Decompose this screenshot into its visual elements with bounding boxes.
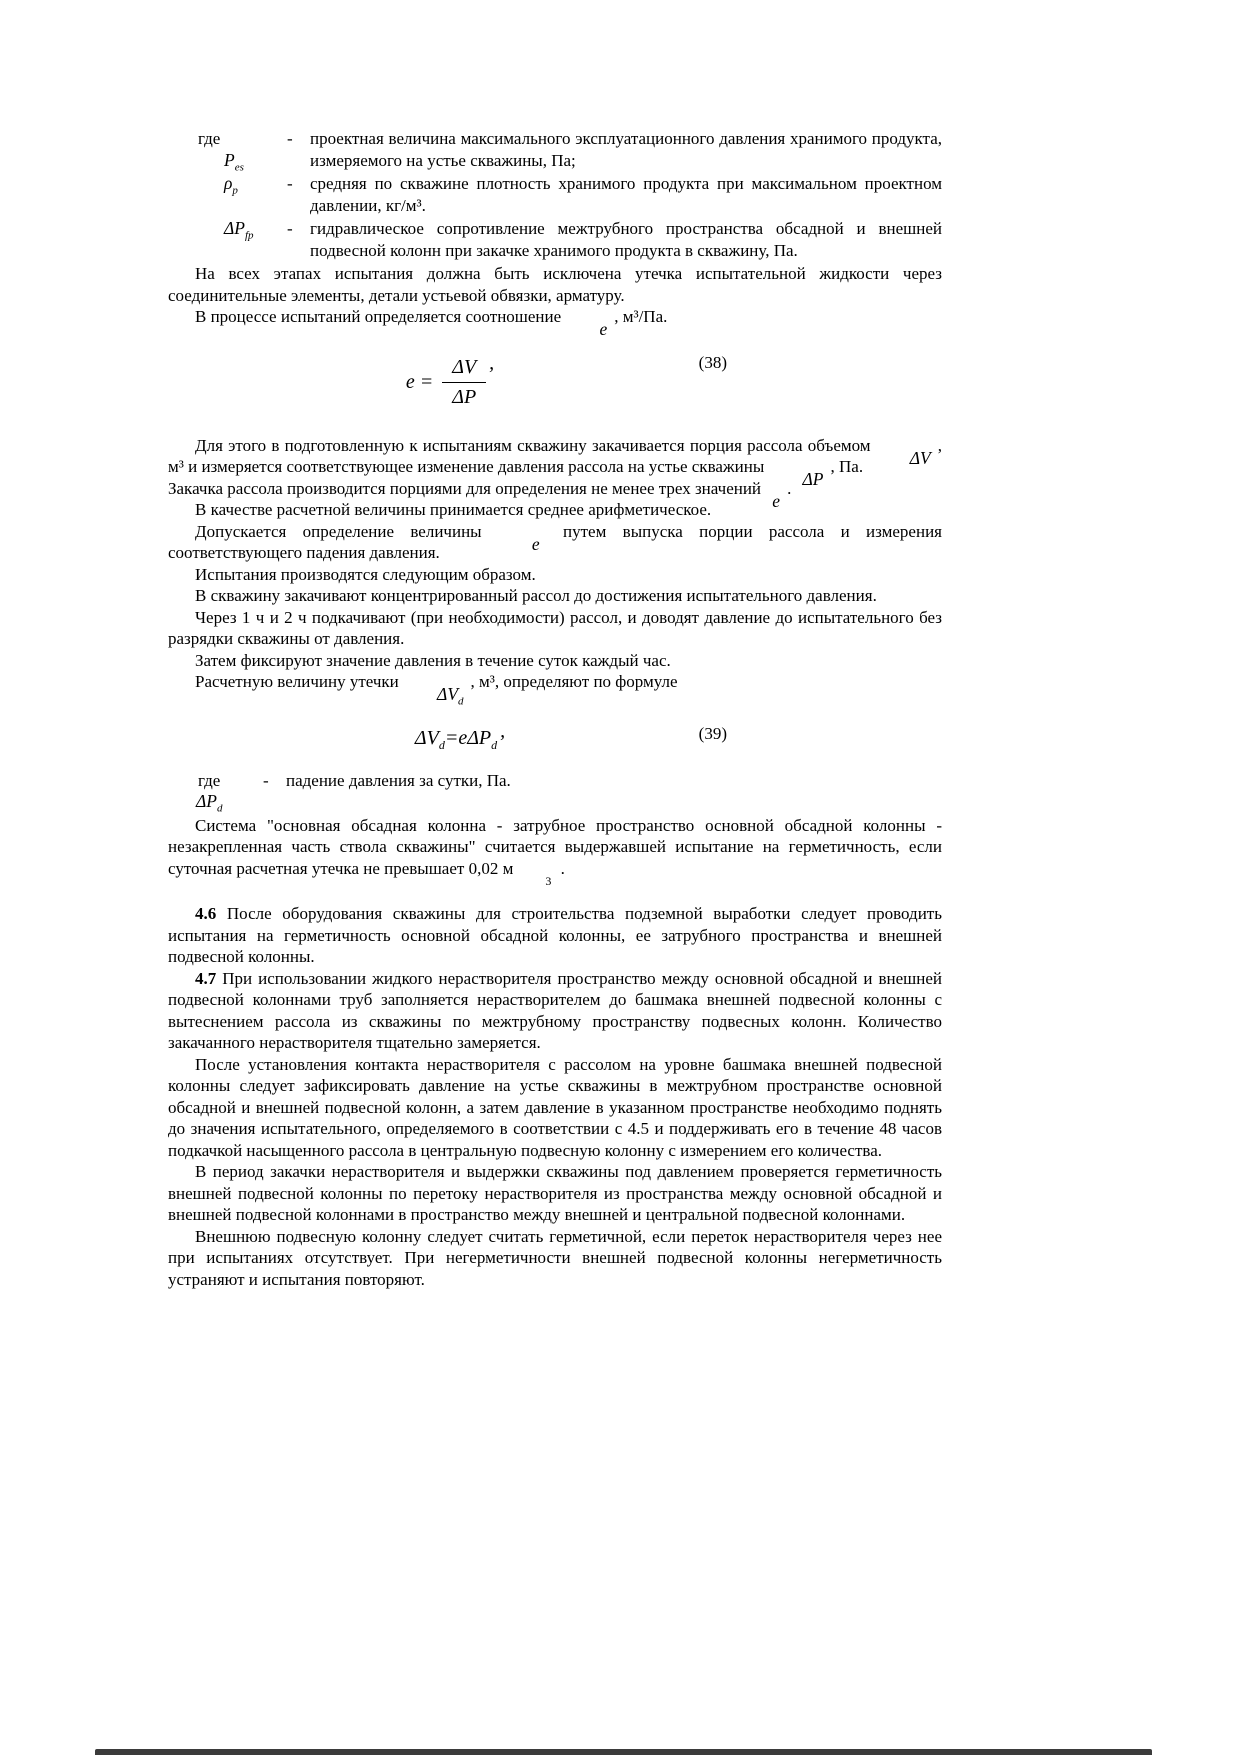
symbol-base: ρ: [224, 173, 233, 193]
text-run: , м³, определяют по формуле: [470, 672, 678, 691]
paragraph: [168, 1161, 942, 1226]
paragraph: [168, 585, 942, 607]
paragraph: [168, 564, 942, 586]
dash: -: [263, 770, 269, 790]
definition-text: гидравлическое сопротивление межтрубного пространства обсадной и внешней подвесной колонн при закачке хранимого продукта в скважину, Па.: [310, 219, 942, 260]
symbol: [168, 218, 287, 240]
text-run: , м³/Па.: [614, 307, 668, 326]
paragraph: [168, 671, 942, 708]
formula: [405, 351, 495, 409]
formula-number: (39): [698, 723, 727, 743]
definition-row: [168, 128, 942, 171]
paragraph: [168, 263, 942, 306]
text-run: После оборудования скважины для строительства подземной выработки следует проводить испытания на герметичность основной обсадной колонны, ее затрубного пространства и внешней подвесной колонны.: [168, 904, 942, 966]
definition-term: [168, 770, 263, 813]
display-formula: [168, 719, 942, 752]
fraction-numerator: ΔV: [442, 356, 486, 383]
formula-term: $\Delta V_d$: [414, 726, 445, 752]
paragraph: Допускается определение величины e путем выпуска порции рассола и измерения соответствующего падения давления.: [168, 521, 942, 562]
text-run: В качестве расчетной величины принимается среднее арифметическое.: [195, 500, 712, 519]
text-run: После установления контакта нерастворителя с рассолом на уровне башмака внешней подвесной колонны следует зафиксировать давление на устье скважины в межтрубном пространстве основной обсадной и внешней подвесной колонн, а затем давление в указанном пространстве необходимо поднять до значения испытательного, определяемого в соответствии с 4.5 и поддерживать его в течение 48 часов подкачкой насыщенного рассола в центральную подвесную колонну с измерением его количества.: [168, 1054, 942, 1160]
definition-text: средняя по скважине плотность хранимого продукта при максимальном проектном давлении, кг/м³.: [310, 174, 942, 215]
text-run: путем выпуска порции рассола и измерения соответствующего падения давления.: [168, 521, 942, 562]
text-run: , Па.: [830, 457, 864, 476]
text-run: Закачка рассола производится порциями для определения не менее трех значений: [168, 478, 766, 498]
text-run: .: [787, 478, 792, 498]
text-run: В период закачки нерастворителя и выдержки скважины под давлением проверяется герметичность внешней подвесной колонны по перетоку нерастворителя из пространства между основной обсадной и внешней подвесной колоннами в пространство между внешней и центральной подвесной колоннами.: [168, 1162, 942, 1224]
text-run: При использовании жидкого нерастворителя пространство между основной обсадной и внешней подвесной колоннами труб заполняется нерастворителем до башмака внешней подвесной колонны с вытеснением рассола из скважины по межтрубному пространству подвесных колонн. Количество закачанного нерастворителя тщательно замеряется.: [168, 968, 942, 1052]
dash: -: [287, 174, 293, 193]
definition-row: [168, 770, 942, 813]
formula-comma: ,: [489, 351, 495, 374]
paragraph: Система "основная обсадная колонна - затрубное пространство основной обсадной колонны - незакрепленная часть ствола скважины" считается выдержавшей испытание на герметичность, если суточная расчетная утечка не превышает 0,02 м3 .: [168, 815, 942, 888]
dash: -: [287, 129, 293, 148]
text-run: , м³ и измеряется соответствующее изменение давления рассола на устье скважины: [168, 435, 942, 476]
formula-subscript: d: [458, 695, 464, 708]
definition-term: [168, 218, 287, 240]
formula-subscript: d: [491, 737, 498, 752]
document-content: [168, 128, 942, 1290]
text-run: В скважину закачивают концентрированный рассол до достижения испытательного давления.: [195, 586, 877, 605]
paragraph: [168, 1226, 942, 1291]
symbol-base: ΔP: [224, 218, 245, 238]
formula-comma: ,: [500, 719, 506, 742]
text-run: Расчетную величину утечки: [195, 672, 404, 691]
symbol-subscript: p: [232, 184, 238, 197]
paragraph: В процессе испытаний определяется соотношение e, м³/Па.: [195, 307, 668, 339]
formula: [414, 719, 506, 752]
symbol: [168, 791, 263, 813]
paragraph: [168, 499, 942, 521]
dash: -: [287, 219, 293, 238]
fraction: [442, 356, 486, 409]
section-number: 4.6: [195, 904, 217, 923]
where-label: где: [198, 770, 221, 790]
paragraph: [168, 968, 942, 1054]
text-run: В процессе испытаний определяется соотношение: [195, 307, 566, 326]
formula-subscript: d: [438, 737, 445, 752]
definition-text: проектная величина максимального эксплуатационного давления хранимого продукта, измеряемого на устье скважины, Па;: [310, 129, 942, 170]
text-run: .: [556, 858, 565, 878]
paragraph: [168, 607, 942, 650]
symbol-subscript: es: [234, 161, 244, 173]
definition-row: [168, 173, 942, 216]
formula-term: =: [444, 726, 459, 749]
paragraph: [168, 903, 942, 968]
formula-lhs: e =: [405, 370, 434, 393]
display-formula: [168, 351, 942, 409]
text-run: На всех этапах испытания должна быть исключена утечка испытательной жидкости через соединительные элементы, детали устьевой обвязки, арматуру.: [168, 264, 942, 305]
text-run: Допускается определение величины: [195, 521, 498, 541]
bottom-edge-bar: [95, 1749, 1152, 1755]
inline-formula: $\Delta V_d$: [437, 684, 464, 708]
definition-term: [168, 173, 287, 195]
text-run: Через 1 ч и 2 ч подкачивают (при необходимости) рассол, и доводят давление до испытательного без разрядки скважины от давления.: [168, 607, 942, 648]
definition-row: [168, 218, 942, 261]
where-label: где: [198, 129, 221, 148]
formula-number: (38): [698, 352, 727, 372]
paragraph: [168, 650, 942, 672]
symbol: [168, 173, 287, 195]
text-run: Испытания производятся следующим образом.: [195, 564, 536, 584]
text-run: Внешнюю подвесную колонну следует считать герметичной, если переток нерастворителя через нее при испытаниях отсутствует. При негерметичности внешней подвесной колонны негерметичность устраняют и испытания повторяют.: [168, 1226, 942, 1289]
definition-term: [168, 128, 287, 171]
paragraph: [168, 1054, 942, 1162]
symbol: [168, 150, 287, 172]
definition-text: падение давления за сутки, Па.: [286, 770, 511, 790]
text-run: Затем фиксируют значение давления в течение суток каждый час.: [195, 650, 671, 670]
symbol-base: P: [224, 149, 235, 170]
paragraph: Для этого в подготовленную к испытаниям скважину закачивается порция рассола объемом ΔV, м³ и измеряется соответствующее изменение давления рассола на устье скважины ΔP, Па.: [168, 435, 942, 489]
text-run: Система "основная обсадная колонна - затрубное пространство основной обсадной колонны - незакрепленная часть ствола скважины" считается выдержавшей испытание на герметичность, если суточная расчетная утечка не превышает 0,02 м: [168, 815, 942, 878]
paragraph: Закачка рассола производится порциями для определения не менее трех значений e.: [168, 478, 792, 511]
formula-term: eΔP$_d$: [458, 726, 498, 752]
fraction-denominator: ΔP: [452, 385, 477, 408]
symbol-subscript: fp: [244, 229, 254, 242]
symbol-base: ΔP: [196, 791, 217, 811]
section-number: 4.7: [195, 968, 217, 988]
text-run: Для этого в подготовленную к испытаниям скважину закачивается порция рассола объемом: [195, 435, 876, 455]
symbol-subscript: d: [216, 802, 223, 815]
